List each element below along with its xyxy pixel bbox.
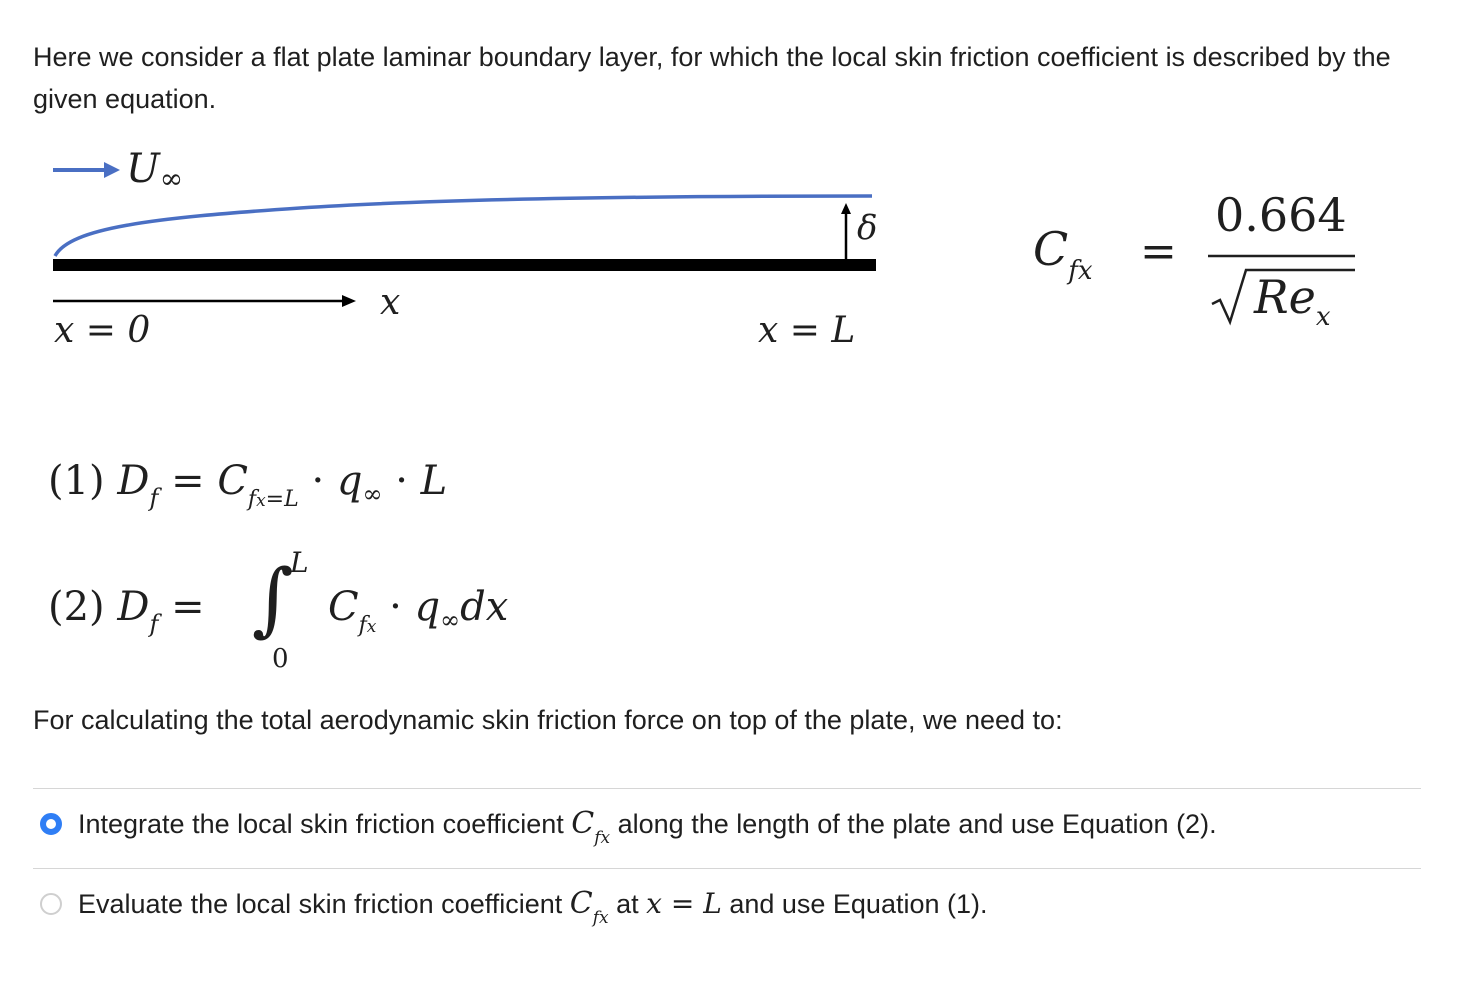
formula-denominator-subscript: x (1315, 302, 1331, 332)
radio-selected[interactable] (40, 813, 62, 835)
equation-1: (1) $D_f = C_{fx=L} \cdot q_\infty \cdot L$ (48, 458, 448, 512)
freestream-label (126, 146, 184, 195)
equation-1-number: (1) (48, 458, 105, 504)
integral-lower-limit: 0 (272, 644, 289, 674)
equation-2: (2) $D_f$ = (48, 584, 205, 638)
boundary-layer-curve (55, 196, 872, 256)
formula-lhs-symbol: C (1033, 222, 1069, 276)
thickness-label: δ (857, 208, 878, 248)
option-integrate[interactable] (40, 806, 1217, 848)
option-evaluate[interactable] (40, 886, 988, 928)
freestream-subscript: ∞ (159, 162, 184, 195)
x-axis-arrowhead (342, 295, 356, 307)
option-evaluate-label: Evaluate the local skin friction coefficient $C_{fx}$ at x = L and use Equation (1). (78, 886, 988, 928)
freestream-symbol: U (126, 146, 160, 192)
freestream-arrowhead (104, 162, 120, 178)
option-integrate-label: Integrate the local skin friction coefficient $C_{fx}$ along the length of the plate and use Equation (2). (78, 806, 1217, 848)
equation-2-integrand: $C_{fx} \cdot q_\infty dx$ (328, 584, 509, 638)
formula-lhs (1033, 222, 1093, 286)
flat-plate (53, 259, 876, 271)
x-axis-label: x (380, 282, 401, 323)
intro-paragraph: Here we consider a flat plate laminar boundary layer, for which the local skin friction coefficient is described by the given equation. (33, 42, 1391, 114)
end-label: x = L (758, 310, 856, 351)
start-label: x = 0 (54, 310, 151, 351)
formula-numerator: 0.664 (1215, 188, 1347, 242)
question-prompt: For calculating the total aerodynamic skin friction force on top of the plate, we need to: (33, 705, 1063, 735)
formula-denominator (1254, 270, 1331, 332)
formula-lhs-subscript: fx (1068, 256, 1093, 286)
integral-upper-limit: L (290, 546, 309, 579)
integral-sign: ∫ (252, 552, 294, 645)
thickness-arrowhead (841, 203, 851, 214)
equation-2-number: (2) (48, 584, 105, 630)
divider-middle (33, 868, 1421, 869)
formula-equals: = (1140, 226, 1177, 277)
radio-unselected[interactable] (40, 893, 62, 915)
formula-denominator-symbol: Re (1254, 270, 1316, 324)
divider-top (33, 788, 1421, 789)
